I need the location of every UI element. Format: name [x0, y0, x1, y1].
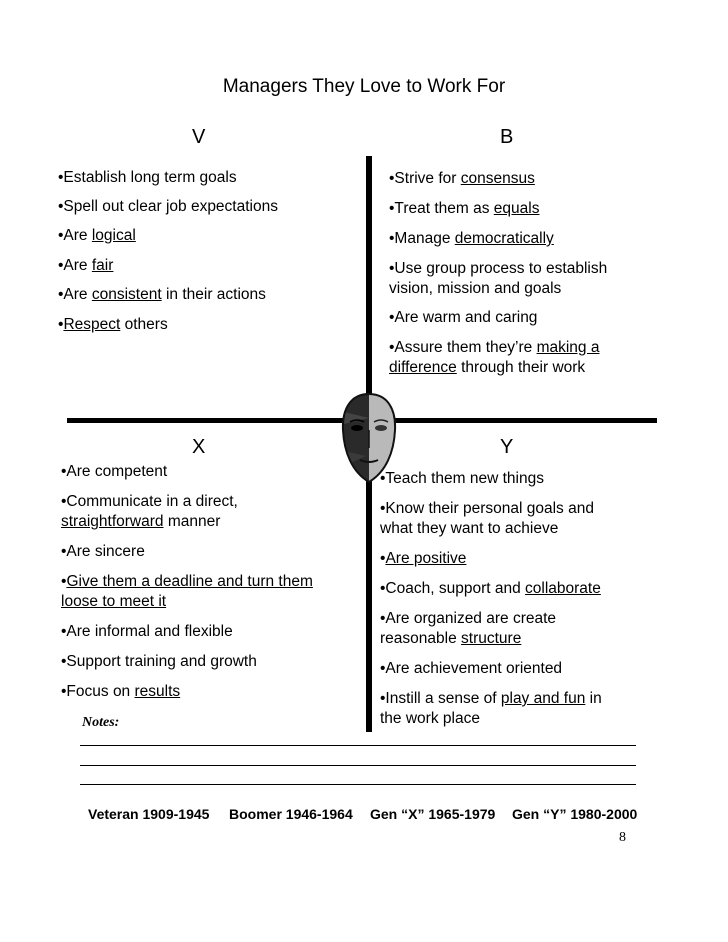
quadrant-v-heading: V	[192, 126, 206, 148]
list-item: •Instill a sense of play and fun in	[380, 690, 602, 707]
list-item: •Are warm and caring	[389, 309, 538, 326]
generation-boomer: Boomer 1946-1964	[229, 806, 353, 822]
generation-gen-y: Gen “Y” 1980-2000	[512, 806, 638, 822]
list-item: •Are informal and flexible	[61, 623, 233, 640]
list-item: •Are consistent in their actions	[58, 286, 266, 303]
list-item: the work place	[380, 710, 480, 727]
list-item: •Give them a deadline and turn them	[61, 573, 313, 590]
list-item: vision, mission and goals	[389, 280, 562, 297]
list-item: •Are logical	[58, 227, 136, 244]
list-item: •Are achievement oriented	[380, 660, 563, 677]
notes-line[interactable]	[80, 765, 636, 766]
list-item: •Are positive	[380, 550, 467, 567]
list-item: •Focus on results	[61, 683, 181, 700]
list-item: •Assure them they’re making a	[389, 339, 600, 356]
list-item: •Treat them as equals	[389, 200, 540, 217]
list-item: •Strive for consensus	[389, 170, 535, 187]
notes-line[interactable]	[80, 745, 636, 746]
list-item: •Communicate in a direct,	[61, 493, 238, 510]
list-item: •Are organized are create	[380, 610, 557, 627]
list-item: •Support training and growth	[61, 653, 257, 670]
quadrant-b-heading: B	[500, 126, 514, 148]
list-item: •Respect others	[58, 316, 168, 333]
generation-veteran: Veteran 1909-1945	[88, 806, 210, 822]
page-number: 8	[619, 830, 626, 845]
list-item: •Are sincere	[61, 543, 145, 560]
notes-line[interactable]	[80, 784, 636, 785]
list-item: •Spell out clear job expectations	[58, 198, 278, 215]
list-item: reasonable structure	[380, 630, 522, 647]
list-item: •Coach, support and collaborate	[380, 580, 601, 597]
list-item: •Use group process to establish	[389, 260, 608, 277]
list-item: •Teach them new things	[380, 470, 544, 487]
list-item: •Are competent	[61, 463, 168, 480]
generation-gen-x: Gen “X” 1965-1979	[370, 806, 496, 822]
list-item: what they want to achieve	[380, 520, 559, 537]
notes-label: Notes:	[82, 715, 120, 730]
quadrant-y-heading: Y	[500, 436, 514, 458]
list-item: difference through their work	[389, 359, 586, 376]
page-title: Managers They Love to Work For	[222, 76, 506, 97]
quadrant-x-heading: X	[192, 436, 206, 458]
list-item: •Manage democratically	[389, 230, 554, 247]
list-item: •Are fair	[58, 257, 114, 274]
list-item: •Know their personal goals and	[380, 500, 594, 517]
list-item: straightforward manner	[61, 513, 221, 530]
list-item: loose to meet it	[61, 593, 167, 610]
list-item: •Establish long term goals	[58, 169, 237, 186]
